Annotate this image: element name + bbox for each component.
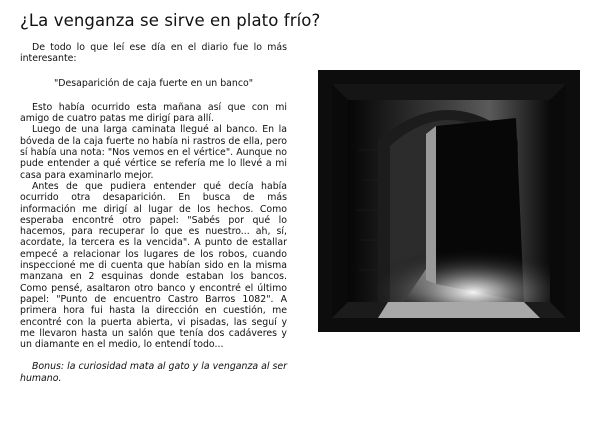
right-wall-shade <box>550 84 566 318</box>
body-paragraph: Antes de que pudiera entender qué decía había ocurrido otra desaparición. En busca de más información me dirigí al lugar de los hechos. Como esperaba encontré otro papel: "Sabés por qué lo hacemos, para recuperar lo que es nuestro... ah, sí, acordate, la tercera es la vencida". A punto de estallar empecé a relacionar los lugares de los robos, cuando inspeccioné me di cuenta que habían sido en la misma manzana en 2 esquinas donde estaban los bancos. Como pensé, asaltaron otro banco y encontré el último papel: "Punto de encuentro Castro Barros 1082". A primera hora fui hasta la dirección en cuestión, me encontré con la puerta abierta, vi pisadas, las seguí y me llevaron hasta un salón que tenía dos cadáveres y un diamante en el medio, lo entendí todo... <box>20 180 287 351</box>
headline-quote: "Desaparición de caja fuerte en un banco" <box>53 77 254 89</box>
article-title: ¿La venganza se sirve en plato frío? <box>20 11 321 30</box>
dark-doorway-photo <box>318 70 580 332</box>
intro-paragraph: De todo lo que leí ese día en el diario fue lo más interesante: <box>20 42 287 65</box>
left-wall-shade <box>332 84 348 318</box>
article-body <box>20 42 287 384</box>
door-edge-light <box>426 126 436 284</box>
ceiling-shade <box>332 84 566 100</box>
bonus-note: Bonus: la curiosidad mata al gato y la venganza al ser humano. <box>20 361 287 384</box>
light-glow <box>348 220 550 302</box>
body-paragraph: Esto había ocurrido esta mañana así que con mi amigo de cuatro patas me dirigí para allí. <box>20 101 287 125</box>
body-paragraph: Luego de una larga caminata llegué al banco. En la bóveda de la caja fuerte no había ni rastros de ella, pero sí había una nota: "Nos vemos en el vértice". Aunque no pude entender a qué vértice se refería me lo llevé a mi casa para examinarlo mejor. <box>20 124 287 181</box>
floor-light <box>378 302 540 318</box>
